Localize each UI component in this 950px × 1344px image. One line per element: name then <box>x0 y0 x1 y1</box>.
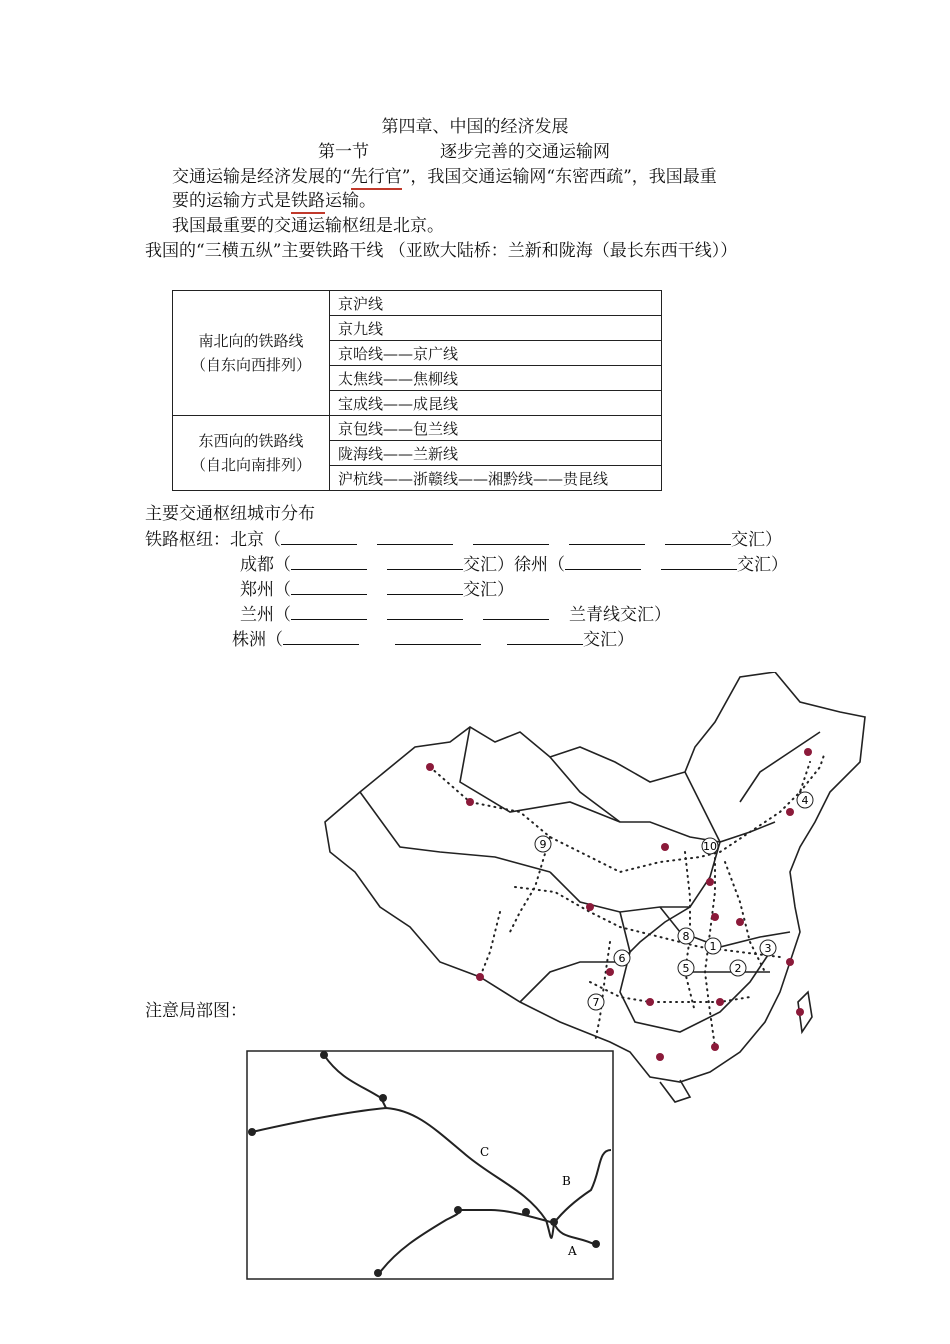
city-dot <box>716 998 724 1006</box>
section-title: 逐步完善的交通运输网 <box>440 142 610 162</box>
inset-partial-map <box>246 1050 614 1280</box>
fill-blank[interactable] <box>661 553 737 570</box>
intro-paragraph-1 <box>172 166 717 188</box>
inset-node <box>248 1128 256 1136</box>
fill-blank[interactable] <box>395 628 481 645</box>
map-marker-number: 10 <box>703 840 717 853</box>
map-marker-number: 4 <box>801 794 809 807</box>
table-cell: 陇海线——兰新线 <box>330 441 662 466</box>
key-term-railway: 铁路 <box>291 191 325 214</box>
inset-node <box>374 1269 382 1277</box>
inset-node <box>550 1218 558 1226</box>
ns-group-subtitle: （自东向西排列） <box>190 356 311 374</box>
intro-text: ”，我国交通运输网“东密西疏”，我国最重 <box>401 167 717 187</box>
hub-city-dots <box>426 748 812 1061</box>
inset-node <box>379 1094 387 1102</box>
table-cell: 京沪线 <box>330 291 662 316</box>
map-marker-number: 8 <box>682 930 690 943</box>
note-label: 注意局部图： <box>145 1001 247 1021</box>
hub-city: 徐州（ <box>514 555 565 575</box>
fill-blank[interactable] <box>291 603 367 620</box>
hubs-heading: 主要交通枢纽城市分布 <box>145 504 315 524</box>
hub-row-zhuzhou <box>232 628 634 651</box>
city-dot <box>711 913 719 921</box>
railway-lines-table <box>172 290 662 491</box>
hub-city: 北京（ <box>230 530 281 550</box>
map-marker-number: 7 <box>592 996 600 1009</box>
table-cell: 宝成线——成昆线 <box>330 391 662 416</box>
hub-city: 株洲（ <box>232 630 283 650</box>
table-cell: 京包线——包兰线 <box>330 416 662 441</box>
fill-blank[interactable] <box>377 528 453 545</box>
intro-paragraph-2 <box>172 190 376 212</box>
map-marker-number: 9 <box>539 838 547 851</box>
hub-suffix: 交汇） <box>731 530 782 550</box>
hub-suffix: 兰青线交汇） <box>569 605 671 625</box>
city-dot <box>796 1008 804 1016</box>
hub-suffix: 交汇） <box>463 555 514 575</box>
inset-node <box>592 1240 600 1248</box>
city-dot <box>426 763 434 771</box>
inset-node <box>454 1206 462 1214</box>
inset-frame <box>247 1051 613 1279</box>
city-dot <box>661 843 669 851</box>
ew-group-cell <box>173 416 330 491</box>
fill-blank[interactable] <box>569 528 645 545</box>
ns-group-cell <box>173 291 330 416</box>
map-number-markers <box>535 792 813 1010</box>
hub-row-beijing <box>145 528 782 551</box>
map-marker-number: 3 <box>764 942 772 955</box>
hub-lead: 铁路枢纽： <box>145 530 230 550</box>
fill-blank[interactable] <box>507 628 583 645</box>
fill-blank[interactable] <box>665 528 731 545</box>
fill-blank[interactable] <box>281 528 357 545</box>
hub-suffix: 交汇） <box>463 580 514 600</box>
hub-city: 成都（ <box>240 555 291 575</box>
ns-group-title: 南北向的铁路线 <box>198 332 304 350</box>
map-marker-number: 2 <box>734 962 742 975</box>
railway-lines <box>430 752 825 1047</box>
city-dot <box>711 1043 719 1051</box>
intro-text: 要的运输方式是 <box>172 191 291 211</box>
city-dot <box>656 1053 664 1061</box>
inset-node <box>320 1051 328 1059</box>
fill-blank[interactable] <box>387 603 463 620</box>
inset-label-a: A <box>568 1244 577 1258</box>
inset-node <box>522 1208 530 1216</box>
city-dot <box>646 998 654 1006</box>
ew-group-subtitle: （自北向南排列） <box>190 456 311 474</box>
key-term-pioneer: 先行官 <box>351 167 402 190</box>
table-cell: 沪杭线——浙赣线——湘黔线——贵昆线 <box>330 466 662 491</box>
city-dot <box>606 968 614 976</box>
section-number: 第一节 <box>318 142 369 162</box>
hub-row-zhengzhou <box>240 578 514 601</box>
hub-city: 兰州（ <box>240 605 291 625</box>
hub-suffix: 交汇） <box>737 555 788 575</box>
map-marker-number: 6 <box>618 952 626 965</box>
fill-blank[interactable] <box>473 528 549 545</box>
city-dot <box>736 918 744 926</box>
fill-blank[interactable] <box>283 628 359 645</box>
map-marker-number: 5 <box>682 962 690 975</box>
intro-text: 运输。 <box>325 191 376 211</box>
fill-blank[interactable] <box>387 553 463 570</box>
ew-group-title: 东西向的铁路线 <box>198 432 304 450</box>
table-cell: 太焦线——焦柳线 <box>330 366 662 391</box>
inset-label-c: C <box>480 1145 490 1159</box>
hub-city: 郑州（ <box>240 580 291 600</box>
hub-row-lanzhou <box>240 603 671 626</box>
fill-blank[interactable] <box>565 553 641 570</box>
fill-blank[interactable] <box>291 553 367 570</box>
hub-suffix: 交汇） <box>583 630 634 650</box>
fill-blank[interactable] <box>387 578 463 595</box>
map-marker-number: 1 <box>709 940 717 953</box>
city-dot <box>466 798 474 806</box>
hub-row-chengdu-xuzhou <box>240 553 788 576</box>
intro-paragraph-3: 我国最重要的交通运输枢纽是北京。 <box>172 216 444 236</box>
city-dot <box>586 903 594 911</box>
city-dot <box>706 878 714 886</box>
city-dot <box>804 748 812 756</box>
chapter-title: 第四章、中国的经济发展 <box>381 117 569 137</box>
table-cell: 京哈线——京广线 <box>330 341 662 366</box>
table-cell: 京九线 <box>330 316 662 341</box>
city-dot <box>476 973 484 981</box>
city-dot <box>786 958 794 966</box>
fill-blank[interactable] <box>483 603 549 620</box>
intro-text: 交通运输是经济发展的“ <box>172 167 351 187</box>
city-dot <box>786 808 794 816</box>
inset-label-b: B <box>562 1174 571 1188</box>
fill-blank[interactable] <box>291 578 367 595</box>
intro-paragraph-4: 我国的“三横五纵”主要铁路干线 （亚欧大陆桥：兰新和陇海（最长东西干线）） <box>145 241 738 261</box>
